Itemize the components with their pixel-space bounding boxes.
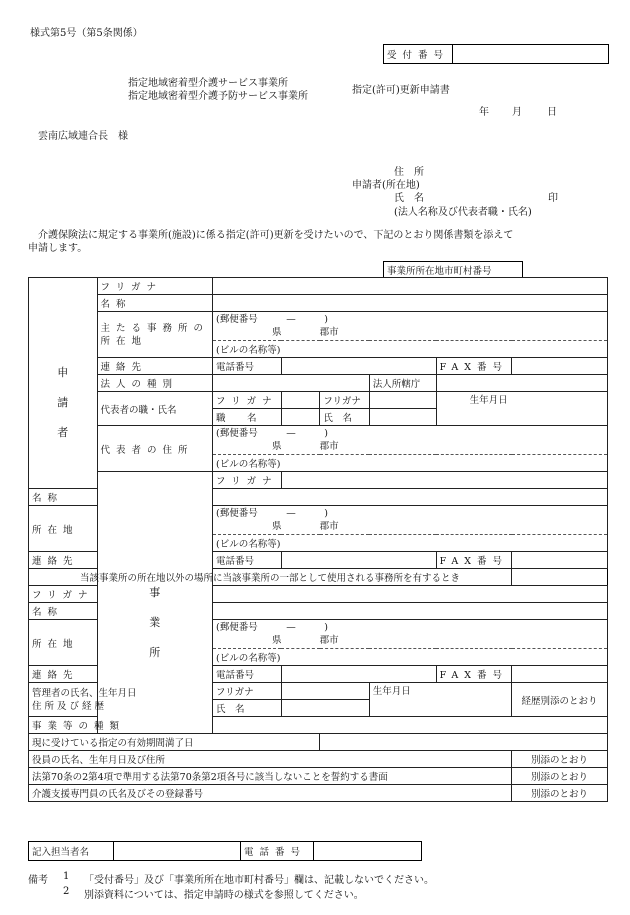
- label-branch-location: 所在地: [29, 620, 98, 666]
- label-name: 名称: [97, 295, 213, 312]
- other-office-note: 当該事業所の所在地以外の場所に当該事業所の一部として使用される事務所を有するとき: [29, 569, 512, 586]
- manager-furigana-field[interactable]: [281, 683, 369, 700]
- rep-name-furigana-field[interactable]: [369, 392, 436, 409]
- note-1: 「受付番号」及び「事業所所在地市町村番号」欄は、記載しないでください。: [84, 875, 434, 886]
- office-phone-field[interactable]: [281, 552, 436, 569]
- branch-fax-field[interactable]: [512, 666, 608, 683]
- label-fax: FAX番号: [436, 358, 511, 375]
- label-current-validity: 現に受けている指定の有効期間満了日: [29, 734, 320, 751]
- side-label-office: 事 業 所: [97, 472, 213, 734]
- rep-name-field[interactable]: [369, 409, 436, 426]
- label-office-furigana: フリガナ: [213, 472, 282, 489]
- note-1-num: 1: [63, 871, 70, 882]
- corp-authority-field[interactable]: [436, 375, 607, 392]
- label-office-fax: FAX番号: [436, 552, 511, 569]
- label-branch-contact: 連絡先: [29, 666, 98, 683]
- main-office-building-field[interactable]: (ビルの名称等): [213, 341, 608, 358]
- intro-text-2: 申請します。: [28, 243, 88, 254]
- label-manager: 管理者の氏名、生年月日 住所及び経歴: [29, 683, 213, 717]
- business-type-1: 指定地域密着型介護サービス事業所: [128, 78, 288, 89]
- rep-address-field[interactable]: (郵便番号 — ) 県 郡市: [213, 426, 608, 455]
- label-business-type: 事業等の種類: [29, 717, 213, 734]
- officers-separate: 別添のとおり: [512, 751, 608, 768]
- applicant-name-label: 氏 名: [394, 193, 424, 204]
- label-rep-name-furigana: フリガナ: [320, 392, 369, 409]
- label-officers: 役員の氏名、生年月日及び住所: [29, 751, 512, 768]
- care-managers-separate: 別添のとおり: [512, 785, 608, 802]
- branch-name-field[interactable]: [213, 603, 608, 620]
- manager-name-field[interactable]: [281, 700, 369, 717]
- oath-separate: 別添のとおり: [512, 768, 608, 785]
- rep-birthdate-field[interactable]: 生年月日: [436, 392, 607, 426]
- business-type-field[interactable]: [213, 717, 608, 734]
- date-day: 日: [547, 107, 557, 118]
- label-office-phone: 電話番号: [213, 552, 282, 569]
- label-care-managers: 介護支援専門員の氏名及びその登録番号: [29, 785, 512, 802]
- manager-birthdate-field[interactable]: 生年月日: [369, 683, 511, 717]
- municipality-code-box: [383, 261, 609, 278]
- branch-address-field[interactable]: (郵便番号 — ) 県 郡市: [213, 620, 608, 649]
- applicant-fax-field[interactable]: [512, 358, 608, 375]
- label-person-in-charge: 記入担当者名: [29, 842, 114, 861]
- person-in-charge-box: [28, 841, 422, 861]
- label-rep-title-name: 代表者の職・氏名: [97, 392, 213, 426]
- label-office-location: 所在地: [29, 506, 98, 552]
- label-office-name: 名称: [29, 489, 98, 506]
- label-main-office: 主たる事務所の 所在地: [97, 312, 213, 358]
- label-person-name: 氏 名: [320, 409, 369, 426]
- person-in-charge-field[interactable]: [114, 842, 241, 861]
- note-2: 別添資料については、指定申請時の様式を参照してください。: [84, 890, 364, 901]
- label-manager-name: 氏 名: [213, 700, 282, 717]
- date-month: 月: [512, 107, 522, 118]
- office-address-field[interactable]: (郵便番号 — ) 県 郡市: [213, 506, 608, 535]
- label-contact: 連絡先: [97, 358, 213, 375]
- branch-phone-field[interactable]: [281, 666, 436, 683]
- label-manager-furigana: フリガナ: [213, 683, 282, 700]
- applicant-phone-field[interactable]: [281, 358, 436, 375]
- addressee: 雲南広域連合長 様: [38, 131, 128, 142]
- branch-building-field[interactable]: (ビルの名称等): [213, 649, 608, 666]
- label-furigana: フリガナ: [97, 278, 213, 295]
- office-building-field[interactable]: (ビルの名称等): [213, 535, 608, 552]
- application-title: 指定(許可)更新申請書: [352, 85, 450, 96]
- note-2-num: 2: [63, 886, 70, 897]
- application-table: [28, 277, 608, 802]
- applicant-furigana-field[interactable]: [213, 278, 608, 295]
- municipality-code-label: 事業所所在地市町村番号: [384, 262, 523, 278]
- label-phone: 電話番号: [213, 358, 282, 375]
- applicant-name-field[interactable]: [213, 295, 608, 312]
- form-number: 様式第5号（第5条関係）: [30, 28, 143, 39]
- main-office-address-field[interactable]: (郵便番号 — ) 県 郡市: [213, 312, 608, 341]
- side-label-applicant: 申 請 者: [29, 278, 98, 489]
- label-rep-address: 代表者の住所: [97, 426, 213, 472]
- label-oath: 法第70条の2第4項で準用する法第70条第2項各号に該当しないことを誓約する書面: [29, 768, 512, 785]
- reception-number-box: [383, 44, 609, 64]
- label-branch-name: 名称: [29, 603, 98, 620]
- business-type-2: 指定地域密着型介護予防サービス事業所: [128, 91, 308, 102]
- office-fax-field[interactable]: [512, 552, 608, 569]
- seal-label: 印: [548, 193, 558, 204]
- applicant-label: 申請者(所在地): [352, 180, 420, 191]
- applicant-note: (法人名称及び代表者職・氏名): [394, 207, 532, 218]
- applicant-address-label: 住 所: [394, 167, 424, 178]
- label-corp-type: 法人の種別: [97, 375, 213, 392]
- rep-furigana-field[interactable]: [281, 392, 320, 409]
- label-branch-phone: 電話番号: [213, 666, 282, 683]
- career-separate: 経歴別添のとおり: [512, 683, 608, 717]
- date-year: 年: [479, 107, 489, 118]
- current-validity-field[interactable]: [320, 734, 608, 751]
- label-position: 職 名: [213, 409, 282, 426]
- label-footer-phone: 電話番号: [241, 842, 314, 861]
- rep-building-field[interactable]: (ビルの名称等): [213, 455, 608, 472]
- label-branch-fax: FAX番号: [436, 666, 511, 683]
- label-corp-authority: 法人所轄庁: [369, 375, 436, 392]
- reception-number-label: 受付番号: [384, 45, 453, 64]
- footer-phone-field[interactable]: [314, 842, 422, 861]
- label-rep-furigana: フリガナ: [213, 392, 282, 409]
- reception-number-field[interactable]: [453, 45, 609, 64]
- office-furigana-field[interactable]: [281, 472, 607, 489]
- label-branch-furigana: フリガナ: [29, 586, 98, 603]
- notes-head: 備考: [28, 875, 48, 886]
- branch-furigana-field[interactable]: [213, 586, 608, 603]
- intro-text-1: 介護保険法に規定する事業所(施設)に係る指定(許可)更新を受けたいので、下記のとおり関係書類を添えて: [38, 230, 514, 241]
- office-name-field[interactable]: [213, 489, 608, 506]
- label-office-contact: 連絡先: [29, 552, 98, 569]
- rep-position-field[interactable]: [281, 409, 320, 426]
- corp-type-field[interactable]: [213, 375, 370, 392]
